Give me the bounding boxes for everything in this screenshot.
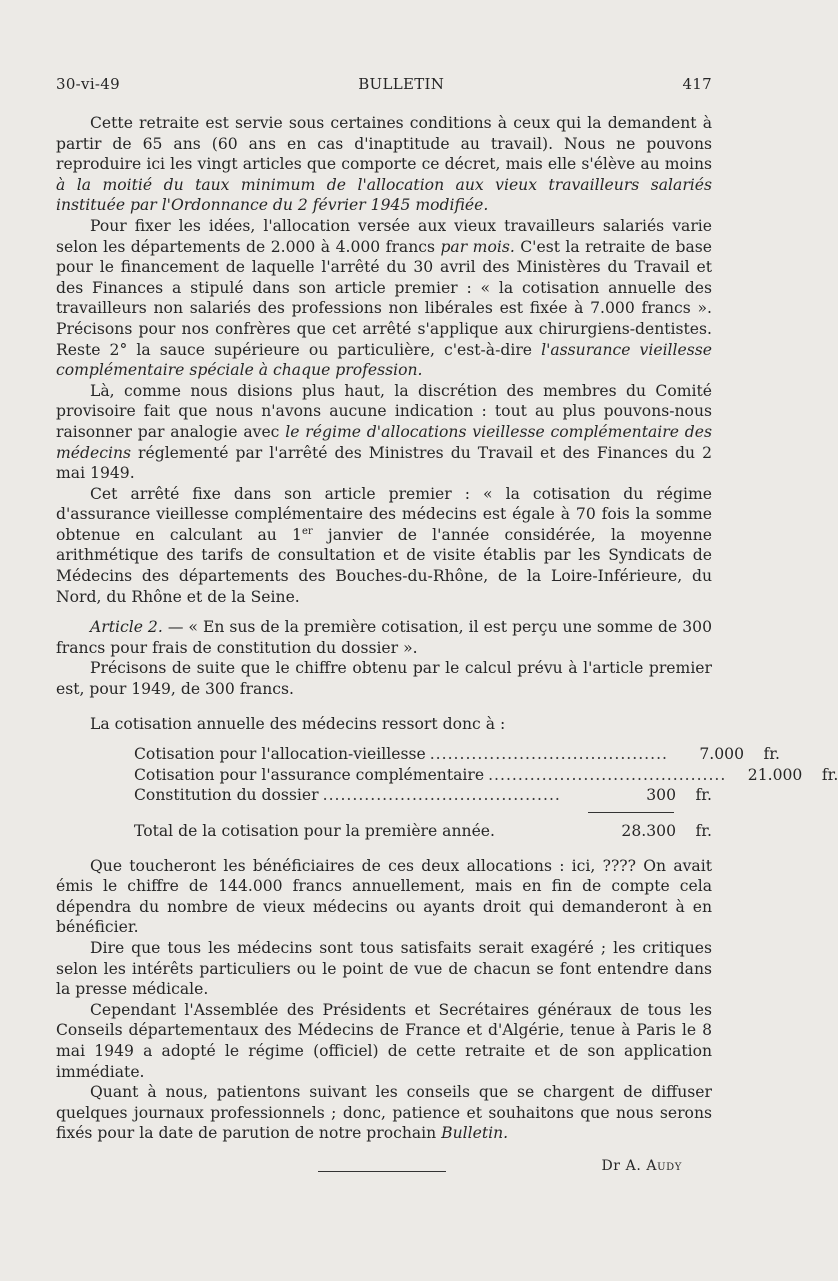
table-row-unit: fr.: [763, 745, 780, 764]
paragraph-1-text: Cette retraite est servie sous certaines conditions à ceux qui la demandent à partir de 65 ans (60 ans en cas d'inaptitude au travail). Nous ne pouvons reproduire ici les vingt articles que comporte ce décret, mais elle s'élève au moins: [56, 114, 712, 174]
paragraph-4: [56, 484, 712, 608]
paragraph-3-emphasis: le régime d'allocations vieillesse complémentaire des médecins: [56, 422, 712, 462]
paragraph-1-emphasis: à la moitié du taux minimum de l'allocation aux vieux travailleurs salariés instituée par l'Ordonnance du 2 février 1945 modifiée.: [56, 175, 712, 215]
paragraph-3-text-a: Là, comme nous disions plus haut, la discrétion des membres du Comité provisoire fait que nous n'avons aucune indication : tout au plus pouvons-nous raisonner par analogie avec: [56, 381, 712, 441]
paragraph-5-emphasis: Article 2.: [90, 618, 163, 637]
paragraph-10: Cependant l'Assemblée des Présidents et Secrétaires généraux de tous les Conseils départementaux des Médecins de France et d'Algérie, tenue à Paris le 8 mai 1949 a adopté le régime (officiel) de cette retraite et de son application immédiate.: [56, 1000, 712, 1081]
table-total-unit: fr.: [695, 822, 712, 840]
paragraph-9: Dire que tous les médecins sont tous satisfaits serait exagéré ; les critiques selon les intérêts particuliers ou le point de vue de chacun se font entendre dans la presse médicale.: [56, 938, 712, 999]
paragraph-2-text-a: Pour fixer les idées, l'allocation versée aux vieux travailleurs salariés varie selon les départements de 2.000 à 4.000 francs: [56, 216, 712, 256]
signature-name: A. Audy: [625, 1157, 682, 1174]
table-row-label: Cotisation pour l'allocation-vieillesse: [134, 745, 426, 764]
header-date: 30-vi-49: [56, 75, 120, 93]
table-row-value: 21.000: [747, 765, 803, 784]
table-total-value: 28.300: [621, 822, 676, 840]
paragraph-4-text-b: janvier de l'année considérée, la moyenne arithmétique des tarifs de consultation et de visite établis par les Syndicats de Médecins des départements des Bouches-du-Rhône, de la Loire-Inférieure, du Nord, du Rhône et de la Seine.: [56, 525, 712, 606]
table-total-label: Total de la cotisation pour la première année.: [134, 822, 495, 840]
paragraph-4-superscript: er: [301, 525, 313, 537]
dot-leader: ........................................: [488, 765, 727, 784]
paragraph-4-text-a: Cet arrêté fixe dans son article premier : « la cotisation du régime d'assurance vieillesse complémentaire des médecins est égale à 70 fois la somme obtenue en calculant au 1: [56, 484, 712, 544]
article-body: [56, 113, 838, 1177]
paragraph-11-text: Quant à nous, patientons suivant les conseils que se chargent de diffuser quelques journaux professionnels ; donc, patience et souhaitons que nous serons fixés pour la date de parution de notre prochain: [56, 1083, 712, 1143]
signature: [56, 1156, 712, 1177]
table-row-label: Cotisation pour l'assurance complémentaire: [134, 765, 485, 784]
paragraph-3-text-b: réglementé par l'arrêté des Ministres du Travail et des Finances du 2 mai 1949.: [56, 443, 712, 483]
table-row: [56, 765, 838, 786]
paragraph-2: [56, 216, 712, 381]
paragraph-3: [56, 381, 712, 484]
paragraph-5-text: — « En sus de la première cotisation, il est perçu une somme de 300 francs pour frais de constitution du dossier ».: [56, 618, 713, 657]
paragraph-8: Que toucheront les bénéficiaires de ces deux allocations : ici, ???? On avait émis le chiffre de 144.000 francs annuellement, mais en fin de compte cela dépendra du nombre de vieux médecins ou ayants droit qui demanderont à en bénéficier.: [56, 856, 712, 937]
header-page-number: 417: [682, 75, 712, 93]
paragraph-5: [56, 617, 712, 658]
table-row: [56, 744, 780, 765]
signature-prefix: Dr: [601, 1157, 621, 1174]
paragraph-2-emphasis-1: par mois.: [440, 237, 515, 256]
contribution-table: [56, 744, 838, 841]
paragraph-11: [56, 1082, 712, 1144]
dot-leader: ........................................: [429, 745, 668, 764]
table-row-label: Constitution du dossier: [134, 786, 319, 805]
table-row-unit: fr.: [821, 765, 838, 784]
paragraph-2-text-b: C'est la retraite de base pour le financement de laquelle l'arrêté du 30 avril des Ministères du Travail et des Finances a stipulé dans son article premier : « la cotisation annuelle des travailleurs non salariés des professions non libérales est fixée à 7.000 francs ». Précisons pour nos confrères que cet arrêté s'applique aux chirurgiens-dentistes. Reste 2° la sauce supérieure ou particulière, c'est-à-dire: [56, 237, 713, 359]
paragraph-2-emphasis-2: l'assurance vieillesse complémentaire spéciale à chaque profession.: [56, 340, 712, 380]
dot-leader: ........................................: [322, 786, 561, 805]
table-row-value: 300: [646, 786, 676, 805]
table-row: [56, 785, 712, 806]
table-row-value: 7.000: [699, 745, 744, 764]
paragraph-11-emphasis: Bulletin.: [441, 1124, 509, 1143]
paragraph-6: Précisons de suite que le chiffre obtenu par le calcul prévu à l'article premier est, pour 1949, de 300 francs.: [56, 659, 712, 699]
page-header: [56, 75, 712, 93]
paragraph-7: La cotisation annuelle des médecins ressort donc à :: [90, 714, 506, 733]
table-row-unit: fr.: [695, 786, 712, 805]
header-title: BULLETIN: [358, 75, 445, 93]
sum-rule: [588, 812, 674, 813]
table-total-row: [56, 821, 712, 842]
paragraph-1: [56, 113, 712, 216]
closing-rule: [318, 1171, 446, 1172]
